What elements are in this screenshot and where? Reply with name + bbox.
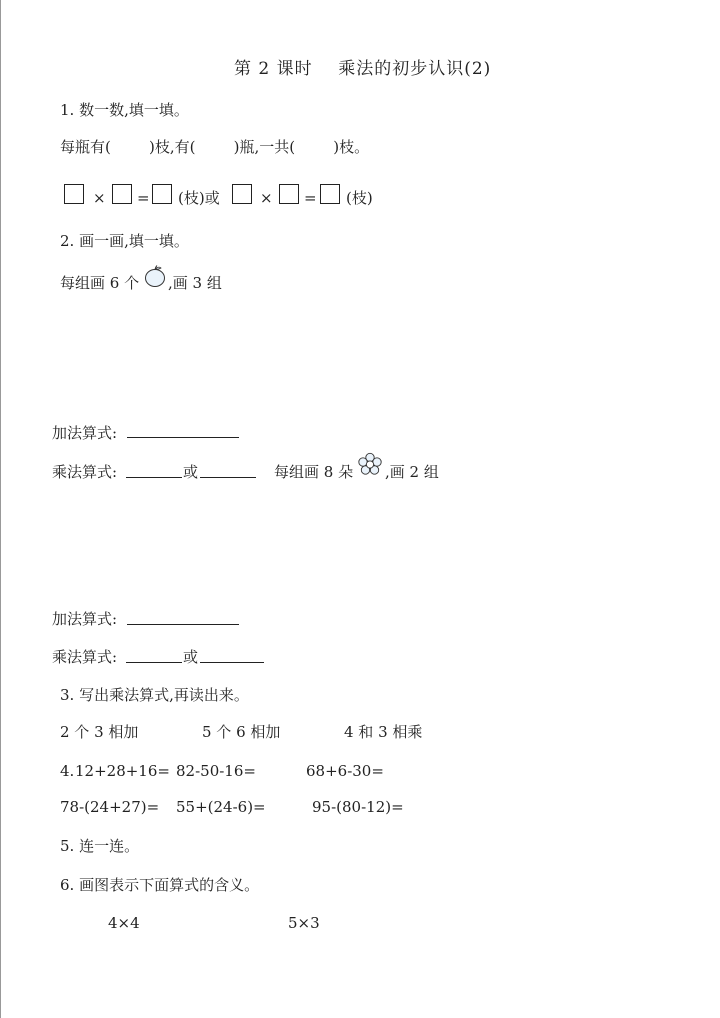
equals-sign: = <box>137 189 150 207</box>
q1-answer-box-4[interactable] <box>232 184 252 204</box>
flower-icon <box>357 452 383 476</box>
q3-item: 5 个 6 相加 <box>202 723 281 741</box>
unit-label: (枝) <box>346 189 373 207</box>
multiplication-answer-line-2[interactable] <box>200 477 256 478</box>
q2-task1-text-end: ,画 3 组 <box>168 274 222 292</box>
q1-answer-box-3[interactable] <box>152 184 172 204</box>
times-sign: × <box>260 189 273 207</box>
q6-item: 4×4 <box>108 914 140 932</box>
times-sign: × <box>93 189 106 207</box>
addition-answer-line[interactable] <box>127 624 239 625</box>
or-label: 或 <box>183 463 199 481</box>
q1-answer-box-6[interactable] <box>320 184 340 204</box>
q2-task1-text: 每组画 6 个 <box>60 274 140 292</box>
multiplication-answer-line-2[interactable] <box>200 662 264 663</box>
multiplication-answer-line-1[interactable] <box>126 477 182 478</box>
q2-task2-text-end: ,画 2 组 <box>385 463 439 481</box>
addition-label: 加法算式: <box>52 424 118 442</box>
addition-label: 加法算式: <box>52 610 118 628</box>
equals-sign: = <box>304 189 317 207</box>
q1-answer-box-1[interactable] <box>64 184 84 204</box>
page-left-border <box>0 0 1 1018</box>
q2-task2-text: 每组画 8 朵 <box>274 463 354 481</box>
q4-expression: 95-(80-12)= <box>312 798 404 816</box>
unit-or-label: (枝)或 <box>178 189 220 207</box>
q4-expression: 55+(24-6)= <box>176 798 266 816</box>
q3-heading: 3. 写出乘法算式,再读出来。 <box>60 686 249 704</box>
q6-item: 5×3 <box>288 914 320 932</box>
q3-item: 4 和 3 相乘 <box>344 723 423 741</box>
apple-icon <box>144 264 166 288</box>
q4-expression: 12+28+16= <box>75 762 170 780</box>
multiplication-answer-line-1[interactable] <box>126 662 182 663</box>
q3-item: 2 个 3 相加 <box>60 723 139 741</box>
q1-fill-line: 每瓶有( )枝,有( )瓶,一共( )枝。 <box>60 138 370 156</box>
q4-heading: 4. <box>60 762 75 780</box>
q4-expression: 78-(24+27)= <box>60 798 160 816</box>
q6-heading: 6. 画图表示下面算式的含义。 <box>60 876 260 894</box>
q4-expression: 68+6-30= <box>306 762 384 780</box>
q2-heading: 2. 画一画,填一填。 <box>60 232 189 250</box>
q1-heading: 1. 数一数,填一填。 <box>60 101 189 119</box>
q1-answer-box-2[interactable] <box>112 184 132 204</box>
addition-answer-line[interactable] <box>127 437 239 438</box>
q4-expression: 82-50-16= <box>176 762 256 780</box>
q5-heading: 5. 连一连。 <box>60 837 140 855</box>
multiplication-label: 乘法算式: <box>52 648 118 666</box>
page-title: 第 2 课时 乘法的初步认识(2) <box>234 59 492 79</box>
multiplication-label: 乘法算式: <box>52 463 118 481</box>
q1-answer-box-5[interactable] <box>279 184 299 204</box>
or-label: 或 <box>183 648 199 666</box>
